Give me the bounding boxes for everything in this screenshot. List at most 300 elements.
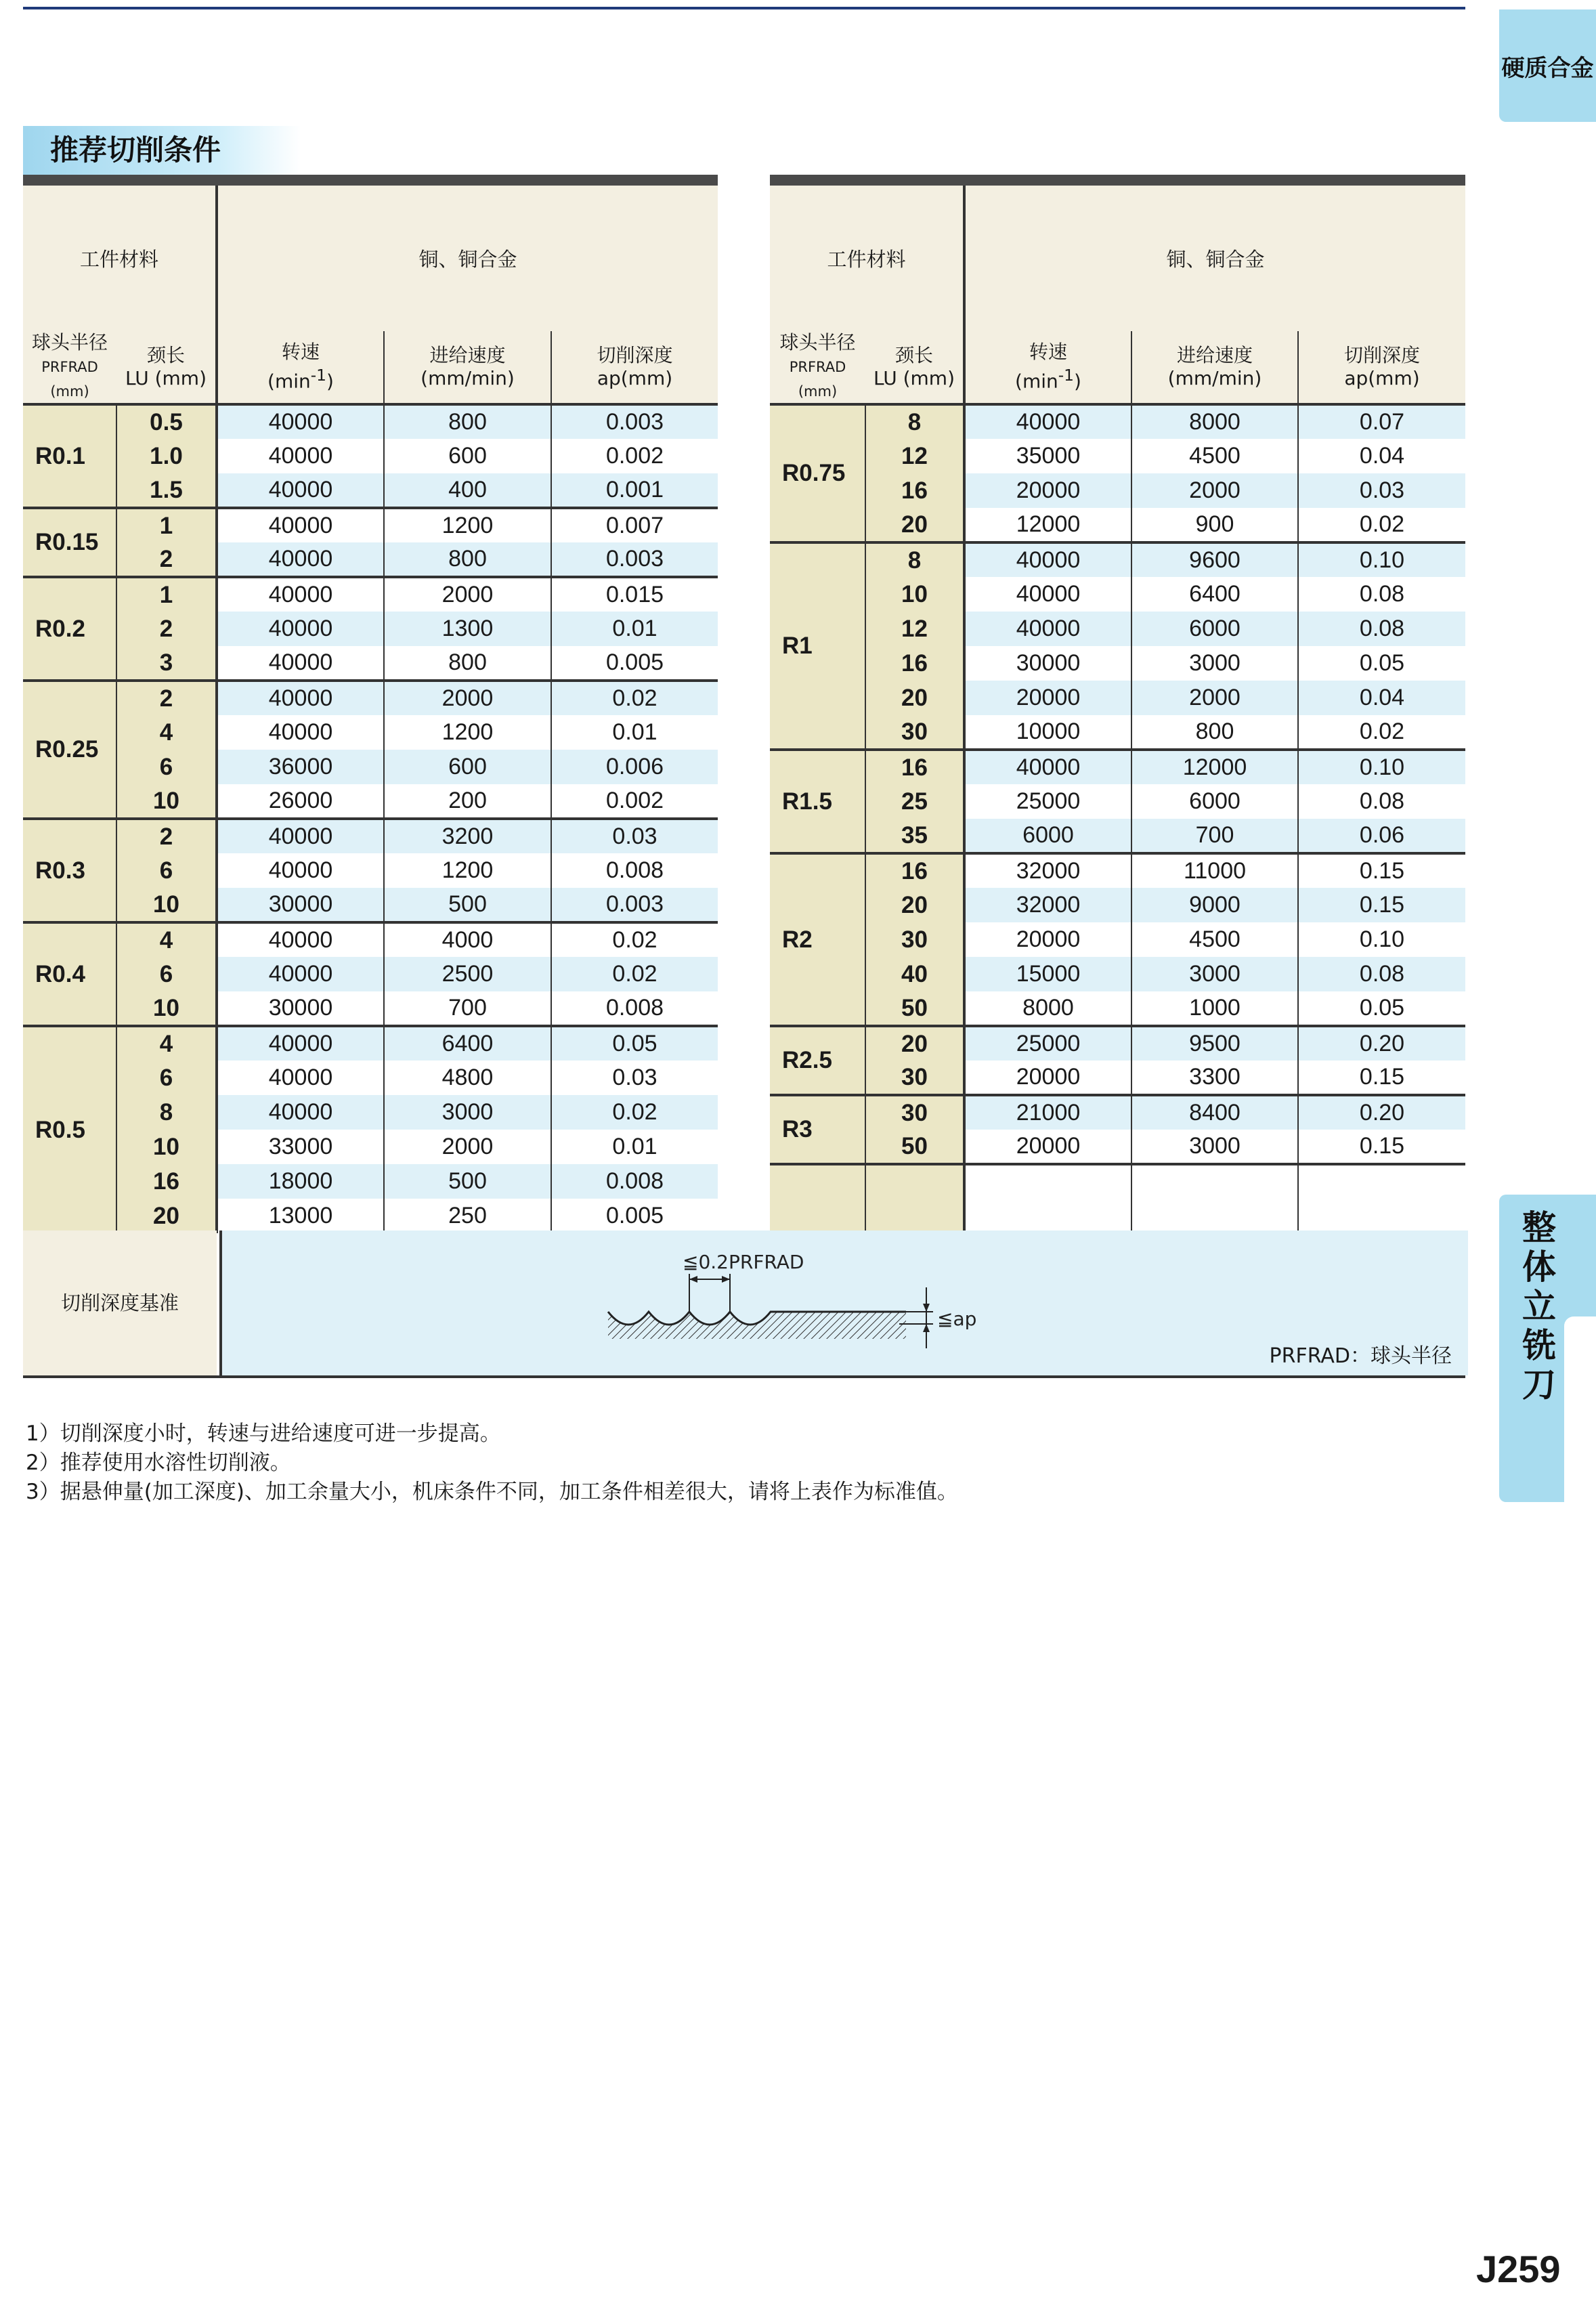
feed-cell: 11000 [1131, 853, 1298, 888]
depth-cell: 0.002 [551, 784, 718, 819]
neck-length-cell: 2 [116, 612, 217, 646]
speed-cell: 40000 [217, 404, 384, 439]
depth-cell: 0.07 [1298, 404, 1465, 439]
feed-cell: 1300 [384, 612, 551, 646]
speed-label: 转速 [1029, 341, 1067, 364]
header-columns-row [23, 331, 718, 404]
prfrad-legend: PRFRAD：球头半径 [1269, 1344, 1452, 1368]
depth-cell: 0.005 [551, 1199, 718, 1233]
work-material-label: 工件材料 [770, 186, 964, 331]
neck-label: 颈长 [146, 344, 185, 366]
depth-cell: 0.02 [1298, 508, 1465, 542]
depth-cell: 0.005 [551, 646, 718, 681]
depth-cell: 0.003 [551, 404, 718, 439]
neck-length-cell: 4 [116, 1026, 217, 1061]
speed-cell: 36000 [217, 750, 384, 784]
feed-cell: 500 [384, 888, 551, 922]
feed-cell: 1200 [384, 508, 551, 542]
neck-length-cell: 20 [865, 888, 964, 922]
col-depth-header [1298, 331, 1465, 404]
side-tab-carbide-label: 硬质合金 [1501, 54, 1594, 82]
speed-unit-sup: -1 [1058, 366, 1075, 385]
speed-cell: 30000 [964, 646, 1131, 681]
speed-cell: 8000 [964, 991, 1131, 1026]
depth-cell: 0.05 [1298, 991, 1465, 1026]
empty-cell [770, 1164, 865, 1231]
feed-label: 进给速度 [1176, 344, 1253, 366]
speed-cell: 40000 [217, 612, 384, 646]
feed-cell: 3000 [1131, 1130, 1298, 1164]
radius-cell: R0.4 [23, 922, 116, 1026]
feed-cell: 800 [1131, 715, 1298, 750]
depth-cell: 0.05 [551, 1026, 718, 1061]
radius-cell: R1.5 [770, 750, 865, 853]
feed-cell: 3000 [384, 1095, 551, 1130]
table-row [23, 577, 718, 612]
depth-cell: 0.01 [551, 1130, 718, 1164]
radius-cell: R2.5 [770, 1026, 865, 1095]
speed-cell: 10000 [964, 715, 1131, 750]
neck-label: 颈长 [894, 344, 933, 366]
speed-cell: 40000 [217, 1095, 384, 1130]
speed-cell: 40000 [217, 1026, 384, 1061]
cutting-depth-reference [23, 1230, 1465, 1378]
table-row [770, 577, 1465, 612]
neck-length-cell: 35 [865, 819, 964, 853]
speed-cell: 30000 [217, 888, 384, 922]
depth-cell: 0.08 [1298, 612, 1465, 646]
speed-cell: 40000 [964, 612, 1131, 646]
depth-cell: 0.05 [1298, 646, 1465, 681]
speed-cell: 40000 [217, 1061, 384, 1095]
speed-cell: 40000 [217, 439, 384, 473]
header-material-row [23, 186, 718, 331]
cutting-depth-diagram [219, 1230, 1468, 1375]
feed-cell: 6000 [1131, 784, 1298, 819]
empty-cell [865, 1164, 964, 1231]
table-row [770, 404, 1465, 439]
neck-length-cell: 4 [116, 922, 217, 957]
feed-cell: 4500 [1131, 922, 1298, 957]
feed-cell: 2500 [384, 957, 551, 991]
radius-cell: R0.5 [23, 1026, 116, 1233]
radius-cell: R2 [770, 853, 865, 1026]
depth-cell: 0.008 [551, 1164, 718, 1199]
depth-unit: ap(mm) [597, 367, 673, 389]
neck-length-cell: 10 [116, 784, 217, 819]
speed-cell: 18000 [217, 1164, 384, 1199]
table-row [23, 681, 718, 715]
speed-cell: 40000 [217, 646, 384, 681]
table-row [23, 819, 718, 853]
neck-length-cell: 10 [116, 991, 217, 1026]
neck-length-cell: 0.5 [116, 404, 217, 439]
neck-length-cell: 40 [865, 957, 964, 991]
speed-cell: 40000 [217, 681, 384, 715]
speed-cell: 25000 [964, 784, 1131, 819]
feed-cell: 250 [384, 1199, 551, 1233]
depth-cell: 0.02 [551, 957, 718, 991]
depth-cell: 0.007 [551, 508, 718, 542]
neck-length-cell: 6 [116, 1061, 217, 1095]
feed-unit: (mm/min) [420, 367, 515, 389]
neck-length-cell: 20 [865, 1026, 964, 1061]
feed-cell: 1200 [384, 853, 551, 888]
table-row [23, 439, 718, 473]
neck-length-cell: 1.0 [116, 439, 217, 473]
depth-cell: 0.10 [1298, 750, 1465, 784]
table-row [23, 784, 718, 819]
depth-cell: 0.10 [1298, 922, 1465, 957]
feed-cell: 600 [384, 439, 551, 473]
ap-label: ≦ap [937, 1308, 977, 1330]
table-row [23, 853, 718, 888]
neck-length-cell: 8 [865, 542, 964, 577]
depth-cell: 0.008 [551, 991, 718, 1026]
depth-cell: 0.002 [551, 439, 718, 473]
feed-cell: 4800 [384, 1061, 551, 1095]
depth-cell: 0.10 [1298, 542, 1465, 577]
table-row [23, 1026, 718, 1061]
radius-label: 球头半径 [779, 331, 856, 354]
speed-cell: 40000 [217, 957, 384, 991]
speed-cell: 20000 [964, 681, 1131, 715]
table-row [770, 819, 1465, 853]
feed-cell: 12000 [1131, 750, 1298, 784]
feed-cell: 2000 [1131, 473, 1298, 508]
neck-length-cell: 30 [865, 1061, 964, 1095]
feed-cell: 8400 [1131, 1095, 1298, 1130]
table-row [770, 612, 1465, 646]
table-row [770, 681, 1465, 715]
speed-cell: 21000 [964, 1095, 1131, 1130]
ap-arrow-bottom [923, 1324, 930, 1332]
feed-cell: 2000 [384, 681, 551, 715]
neck-length-cell: 2 [116, 819, 217, 853]
table-row [23, 612, 718, 646]
pitch-arrow-right [722, 1276, 730, 1283]
speed-cell: 12000 [964, 508, 1131, 542]
radius-unit: PRFRAD (mm) [789, 359, 846, 400]
depth-cell: 0.08 [1298, 784, 1465, 819]
depth-cell: 0.20 [1298, 1095, 1465, 1130]
table-row [23, 991, 718, 1026]
table-row [770, 508, 1465, 542]
table-row [23, 888, 718, 922]
table-row [770, 853, 1465, 888]
table-cap-bar [770, 175, 1465, 186]
table-row [23, 542, 718, 577]
radius-cell: R0.75 [770, 404, 865, 542]
speed-label: 转速 [281, 341, 320, 364]
depth-cell: 0.06 [1298, 819, 1465, 853]
speed-cell: 40000 [217, 473, 384, 508]
neck-length-cell: 1.5 [116, 473, 217, 508]
speed-cell: 40000 [217, 508, 384, 542]
neck-length-cell: 8 [865, 404, 964, 439]
neck-length-cell: 2 [116, 681, 217, 715]
speed-cell: 32000 [964, 853, 1131, 888]
neck-length-cell: 16 [865, 473, 964, 508]
speed-cell: 40000 [217, 715, 384, 750]
table-row [770, 439, 1465, 473]
col-neck-header [865, 331, 964, 404]
speed-unit-a: (min [267, 370, 311, 393]
speed-cell: 25000 [964, 1026, 1131, 1061]
side-tab-end-mill[interactable] [1499, 1195, 1596, 1502]
side-tab-end-mill-label: 整体立铣刀 [1522, 1208, 1556, 1405]
table-row [770, 991, 1465, 1026]
speed-unit-a: (min [1015, 370, 1058, 393]
col-radius-header [770, 331, 865, 404]
speed-cell: 40000 [217, 577, 384, 612]
depth-cell: 0.03 [551, 819, 718, 853]
feed-cell: 4500 [1131, 439, 1298, 473]
neck-length-cell: 10 [116, 1130, 217, 1164]
neck-length-cell: 6 [116, 750, 217, 784]
feed-cell: 1200 [384, 715, 551, 750]
neck-length-cell: 25 [865, 784, 964, 819]
feed-cell: 9600 [1131, 542, 1298, 577]
radius-cell: R0.3 [23, 819, 116, 922]
neck-length-cell: 6 [116, 853, 217, 888]
depth-unit: ap(mm) [1344, 367, 1420, 389]
note-1: 1）切削深度小时，转速与进给速度可进一步提高。 [26, 1421, 501, 1446]
neck-length-cell: 30 [865, 922, 964, 957]
table-row [770, 473, 1465, 508]
depth-cell: 0.008 [551, 853, 718, 888]
header-columns-row [770, 331, 1465, 404]
speed-unit-sup: -1 [310, 366, 327, 385]
speed-cell: 40000 [217, 542, 384, 577]
feed-cell: 1000 [1131, 991, 1298, 1026]
cutting-table-left [23, 175, 718, 1233]
material-value: 铜、铜合金 [964, 186, 1465, 331]
depth-cell: 0.15 [1298, 1061, 1465, 1095]
neck-length-cell: 50 [865, 991, 964, 1026]
table-row [23, 1164, 718, 1199]
feed-cell: 600 [384, 750, 551, 784]
neck-length-cell: 12 [865, 439, 964, 473]
neck-length-cell: 16 [865, 853, 964, 888]
speed-cell: 20000 [964, 473, 1131, 508]
feed-cell: 6000 [1131, 612, 1298, 646]
feed-cell: 2000 [384, 1130, 551, 1164]
table-cap-bar [23, 175, 718, 186]
feed-cell: 3000 [1131, 646, 1298, 681]
table-row [23, 508, 718, 542]
depth-cell: 0.01 [551, 715, 718, 750]
radius-cell: R0.25 [23, 681, 116, 819]
table-row [770, 957, 1465, 991]
neck-length-cell: 20 [116, 1199, 217, 1233]
feed-cell: 500 [384, 1164, 551, 1199]
feed-cell: 3300 [1131, 1061, 1298, 1095]
cutting-depth-reference-label: 切削深度基准 [23, 1230, 217, 1375]
speed-cell: 26000 [217, 784, 384, 819]
col-radius-header [23, 331, 116, 404]
speed-unit-b: ) [326, 370, 334, 393]
neck-length-cell: 30 [865, 1095, 964, 1130]
work-material-label: 工件材料 [23, 186, 217, 331]
speed-cell: 40000 [217, 819, 384, 853]
depth-cell: 0.001 [551, 473, 718, 508]
page-number: J259 [1476, 2248, 1561, 2290]
col-depth-header [551, 331, 718, 404]
neck-length-cell: 16 [865, 646, 964, 681]
radius-cell: R3 [770, 1095, 865, 1164]
neck-length-cell: 1 [116, 508, 217, 542]
pitch-arrow-left [689, 1276, 697, 1283]
material-value: 铜、铜合金 [217, 186, 718, 331]
depth-cell: 0.03 [1298, 473, 1465, 508]
speed-cell: 20000 [964, 1061, 1131, 1095]
ap-arrow-top [923, 1304, 930, 1312]
feed-cell: 6400 [1131, 577, 1298, 612]
feed-cell: 9500 [1131, 1026, 1298, 1061]
table-row [770, 1130, 1465, 1164]
neck-length-cell: 16 [116, 1164, 217, 1199]
speed-cell: 32000 [964, 888, 1131, 922]
table-row [770, 888, 1465, 922]
notes [26, 1419, 958, 1507]
radius-cell: R0.1 [23, 404, 116, 508]
neck-length-cell: 20 [865, 508, 964, 542]
depth-label: 切削深度 [597, 344, 673, 366]
table-row [23, 922, 718, 957]
empty-cell [1298, 1164, 1465, 1231]
note-3: 3）据悬伸量(加工深度)、加工余量大小，机床条件不同，加工条件相差很大，请将上表作为标准值。 [26, 1480, 958, 1504]
table-row [23, 473, 718, 508]
feed-cell: 700 [384, 991, 551, 1026]
col-speed-header [964, 331, 1131, 404]
speed-cell: 40000 [964, 577, 1131, 612]
radius-cell: R0.15 [23, 508, 116, 577]
feed-cell: 800 [384, 542, 551, 577]
depth-cell: 0.04 [1298, 681, 1465, 715]
depth-cell: 0.02 [1298, 715, 1465, 750]
feed-cell: 700 [1131, 819, 1298, 853]
feed-cell: 8000 [1131, 404, 1298, 439]
neck-length-cell: 1 [116, 577, 217, 612]
header-material-row [770, 186, 1465, 331]
table-row [23, 957, 718, 991]
speed-cell: 6000 [964, 819, 1131, 853]
neck-length-cell: 12 [865, 612, 964, 646]
neck-length-cell: 10 [116, 888, 217, 922]
depth-cell: 0.08 [1298, 577, 1465, 612]
feed-cell: 400 [384, 473, 551, 508]
depth-cell: 0.20 [1298, 1026, 1465, 1061]
pitch-label: ≦0.2PRFRAD [683, 1251, 804, 1273]
neck-length-cell: 4 [116, 715, 217, 750]
depth-cell: 0.03 [551, 1061, 718, 1095]
depth-cell: 0.003 [551, 542, 718, 577]
feed-cell: 9000 [1131, 888, 1298, 922]
empty-cell [1131, 1164, 1298, 1231]
neck-length-cell: 6 [116, 957, 217, 991]
speed-cell: 40000 [964, 404, 1131, 439]
depth-cell: 0.01 [551, 612, 718, 646]
feed-cell: 3200 [384, 819, 551, 853]
depth-cell: 0.02 [551, 922, 718, 957]
speed-cell: 20000 [964, 922, 1131, 957]
radius-label: 球头半径 [31, 331, 108, 354]
col-neck-header [116, 331, 217, 404]
table-row [23, 404, 718, 439]
neck-length-cell: 16 [865, 750, 964, 784]
depth-cell: 0.15 [1298, 888, 1465, 922]
col-feed-header [1131, 331, 1298, 404]
neck-length-cell: 3 [116, 646, 217, 681]
feed-label: 进给速度 [429, 344, 506, 366]
speed-cell: 13000 [217, 1199, 384, 1233]
depth-cell: 0.006 [551, 750, 718, 784]
radius-cell: R0.2 [23, 577, 116, 681]
neck-length-cell: 10 [865, 577, 964, 612]
depth-cell: 0.003 [551, 888, 718, 922]
neck-length-cell: 8 [116, 1095, 217, 1130]
feed-cell: 4000 [384, 922, 551, 957]
depth-cell: 0.15 [1298, 853, 1465, 888]
neck-length-cell: 20 [865, 681, 964, 715]
depth-label: 切削深度 [1343, 344, 1420, 366]
radius-unit: PRFRAD (mm) [41, 359, 98, 400]
table-row [23, 1061, 718, 1095]
depth-cell: 0.015 [551, 577, 718, 612]
speed-cell: 40000 [217, 922, 384, 957]
table-row [23, 1199, 718, 1233]
side-tab-carbide[interactable] [1499, 9, 1596, 122]
neck-unit: LU (mm) [125, 367, 207, 389]
col-feed-header [384, 331, 551, 404]
col-speed-header [217, 331, 384, 404]
table-row [23, 750, 718, 784]
feed-cell: 6400 [384, 1026, 551, 1061]
table-row [23, 715, 718, 750]
table-row [770, 646, 1465, 681]
speed-cell: 30000 [217, 991, 384, 1026]
feed-cell: 800 [384, 646, 551, 681]
feed-cell: 200 [384, 784, 551, 819]
top-rule [23, 7, 1465, 9]
cutting-table-right [770, 175, 1465, 1231]
depth-cell: 0.08 [1298, 957, 1465, 991]
speed-cell: 35000 [964, 439, 1131, 473]
speed-cell: 20000 [964, 1130, 1131, 1164]
speed-cell: 40000 [964, 750, 1131, 784]
table-row [23, 1095, 718, 1130]
empty-row [770, 1164, 1465, 1231]
table-row [770, 784, 1465, 819]
table-row [770, 1026, 1465, 1061]
feed-cell: 2000 [384, 577, 551, 612]
radius-cell: R1 [770, 542, 865, 750]
side-tab-notch [1564, 1316, 1596, 1502]
depth-cell: 0.02 [551, 681, 718, 715]
feed-cell: 3000 [1131, 957, 1298, 991]
table-row [770, 1061, 1465, 1095]
table-row [770, 715, 1465, 750]
neck-length-cell: 50 [865, 1130, 964, 1164]
speed-cell: 33000 [217, 1130, 384, 1164]
depth-cell: 0.04 [1298, 439, 1465, 473]
speed-cell: 15000 [964, 957, 1131, 991]
speed-unit-b: ) [1074, 370, 1081, 393]
table-row [23, 646, 718, 681]
table-row [770, 750, 1465, 784]
feed-cell: 800 [384, 404, 551, 439]
